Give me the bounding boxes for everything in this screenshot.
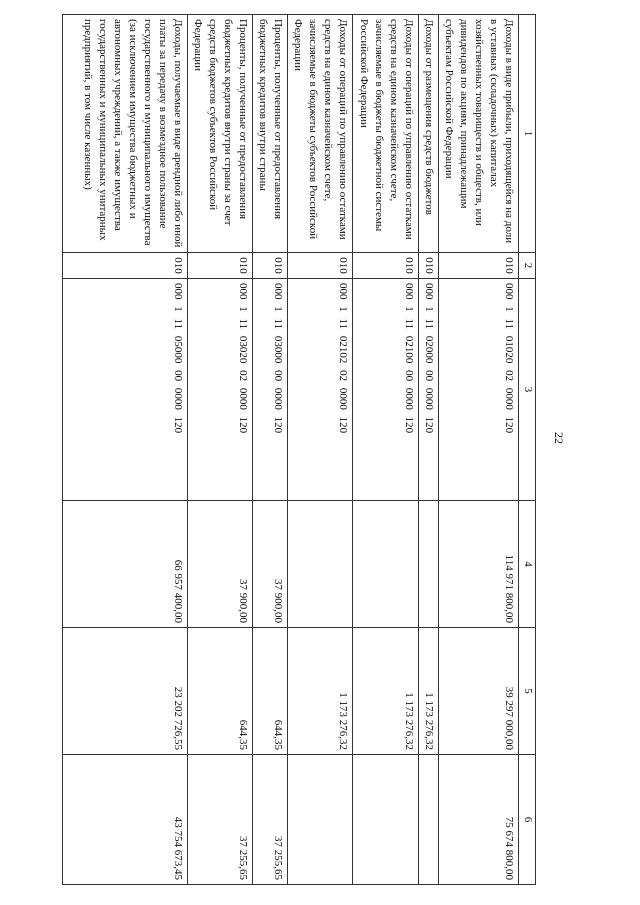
executed-value: 39 297 000,00	[439, 628, 519, 755]
approved-value: 37 900,00	[253, 501, 288, 628]
unexecuted-value: 37 255,65	[253, 755, 288, 885]
row-name: Доходы от размещения средств бюджетов	[419, 15, 439, 253]
line-code: 010	[63, 253, 188, 279]
budget-code: 000 1 11 03020 02 0000 120	[188, 279, 253, 501]
executed-value: 23 202 726,55	[63, 628, 188, 755]
approved-value	[353, 501, 419, 628]
unexecuted-value	[288, 755, 353, 885]
budget-code: 000 1 11 02000 00 0000 120	[419, 279, 439, 501]
executed-value: 644,35	[188, 628, 253, 755]
header-row	[519, 15, 536, 885]
budget-code: 000 1 11 03000 00 0000 120	[253, 279, 288, 501]
header-cell: 6	[519, 755, 536, 885]
unexecuted-value: 75 674 800,00	[439, 755, 519, 885]
unexecuted-value: 43 754 673,45	[63, 755, 188, 885]
budget-code: 000 1 11 02102 02 0000 120	[288, 279, 353, 501]
executed-value: 644,35	[253, 628, 288, 755]
row-name: Доходы, получаемые в виде арендной либо иной платы за передачу в возмездное пользование государственного и муниципального имущества (за исключением имущества бюджетных и автономных учреждений, а также имущества государственных и муниципальных унитарных предприятий, в том числе казенных)	[63, 15, 188, 253]
line-code: 010	[288, 253, 353, 279]
rotated-page	[76, 14, 566, 884]
line-code: 010	[188, 253, 253, 279]
budget-code: 000 1 11 02100 00 0000 120	[353, 279, 419, 501]
line-code: 010	[439, 253, 519, 279]
row-name: Доходы от операций по управлению остатками средств на едином казначейском счете, зачисляемые в бюджеты субъектов Российской Федерации	[288, 15, 353, 253]
table-row	[253, 15, 288, 885]
header-cell: 5	[519, 628, 536, 755]
table-row	[353, 15, 419, 885]
approved-value	[288, 501, 353, 628]
row-name: Проценты, полученные от предоставления бюджетных кредитов внутри страны	[253, 15, 288, 253]
executed-value: 1 173 276,32	[288, 628, 353, 755]
unexecuted-value	[353, 755, 419, 885]
header-cell: 4	[519, 501, 536, 628]
row-name: Проценты, полученные от предоставления бюджетных кредитов внутри страны за счет средств бюджетов субъектов Российской Федерации	[188, 15, 253, 253]
unexecuted-value: 37 255,65	[188, 755, 253, 885]
approved-value	[419, 501, 439, 628]
line-code: 010	[419, 253, 439, 279]
revenue-table	[62, 14, 536, 885]
approved-value: 66 957 400,00	[63, 501, 188, 628]
line-code: 010	[253, 253, 288, 279]
approved-value: 114 971 800,00	[439, 501, 519, 628]
budget-code: 000 1 11 01020 02 0000 120	[439, 279, 519, 501]
row-name: Доходы в виде прибыли, приходящейся на доли в уставных (складочных) капиталах хозяйственных товариществ и обществ, или дивидендов по акциям, принадлежащим субъектам Российской Федерации	[439, 15, 519, 253]
row-name: Доходы от операций по управлению остатками средств на едином казначейском счете, зачисляемые в бюджеты бюджетной системы Российской Федерации	[353, 15, 419, 253]
table-row	[419, 15, 439, 885]
line-code: 010	[353, 253, 419, 279]
executed-value: 1 173 276,32	[419, 628, 439, 755]
header-cell: 3	[519, 279, 536, 501]
page-number: 22	[552, 432, 566, 444]
table-row	[63, 15, 188, 885]
table-row	[288, 15, 353, 885]
executed-value: 1 173 276,32	[353, 628, 419, 755]
budget-code: 000 1 11 05000 00 0000 120	[63, 279, 188, 501]
header-cell: 1	[519, 15, 536, 253]
table-row	[188, 15, 253, 885]
table-row	[439, 15, 519, 885]
unexecuted-value	[419, 755, 439, 885]
approved-value: 37 900,00	[188, 501, 253, 628]
header-cell: 2	[519, 253, 536, 279]
